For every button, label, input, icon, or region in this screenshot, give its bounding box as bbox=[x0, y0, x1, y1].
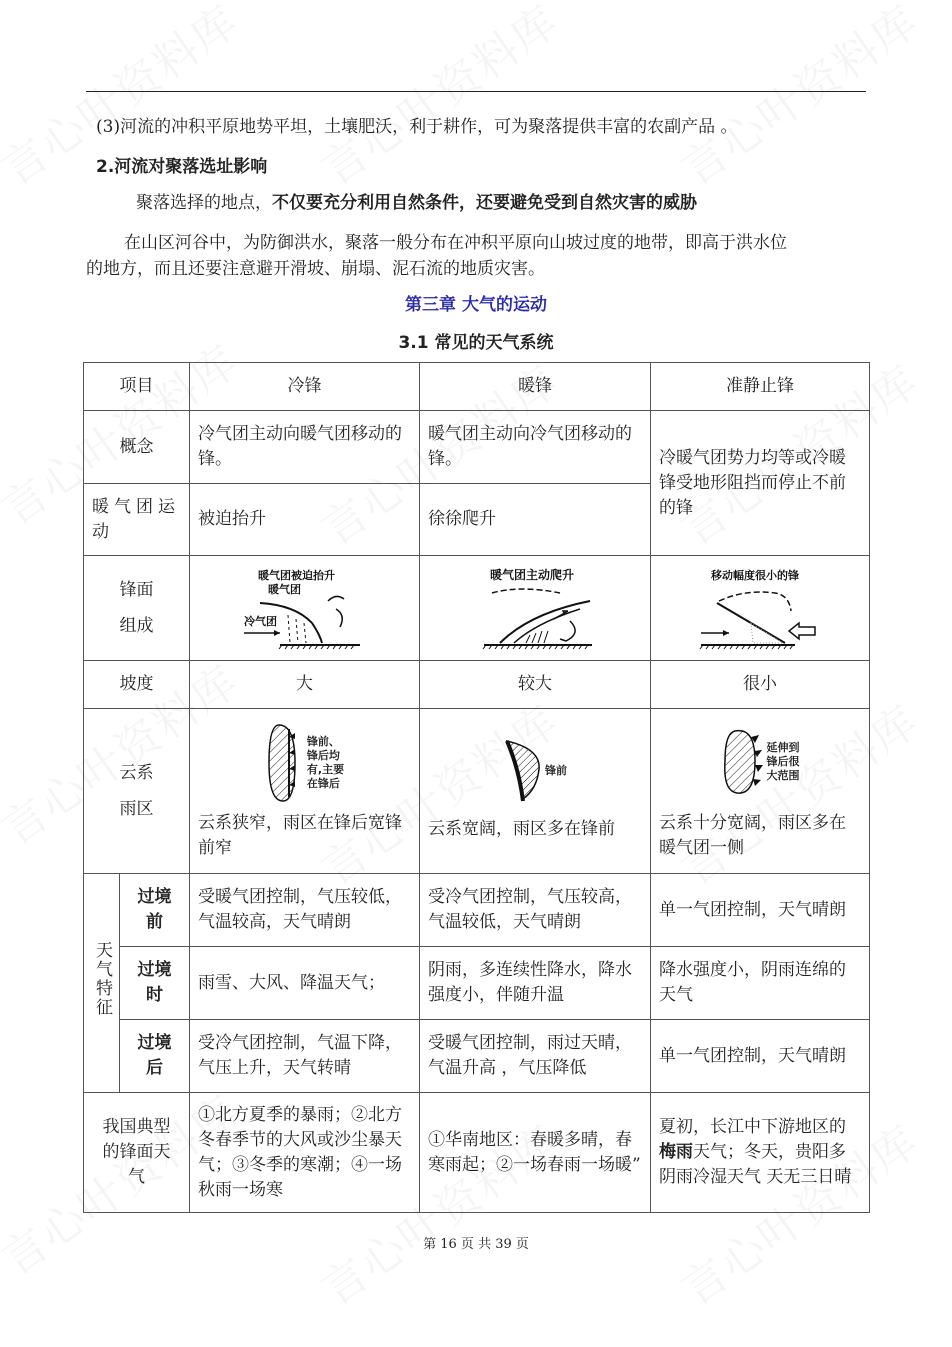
cold-front-cloud-label: 锋前、 锋后均 有,主要 在锋后 bbox=[306, 735, 345, 790]
stationary-front-cloud-shape bbox=[721, 727, 765, 797]
warm-front-cloud-rain-cell bbox=[420, 709, 651, 874]
watermark bbox=[307, 0, 570, 197]
cold-front-warm-air-motion: 被迫抬升 bbox=[190, 484, 420, 556]
paragraph-2-line-1: 在山区河谷中，为防御洪水，聚落一般分布在冲积平原向山坡过度的地带，即高于洪水位 bbox=[124, 233, 787, 253]
warm-front-diagram bbox=[470, 563, 600, 653]
row-label-during-passage: 过境时 bbox=[120, 947, 190, 1020]
fronts-comparison-table bbox=[83, 362, 870, 1213]
row-label-slope: 坡度 bbox=[84, 661, 190, 709]
table-row-concept bbox=[84, 411, 870, 484]
label-line-1: 云系 bbox=[119, 763, 154, 783]
row-label-concept: 概念 bbox=[84, 411, 190, 484]
row-label-typical-weather: 我国典型的锋面天气 bbox=[84, 1093, 190, 1213]
cold-front-cloud-rain-cell bbox=[190, 709, 420, 874]
table-row-typical-weather bbox=[84, 1093, 870, 1213]
svg-text:暖气团: 暖气团 bbox=[267, 583, 301, 596]
header-cold-front: 冷锋 bbox=[190, 363, 420, 411]
svg-text:暖气团被迫抬升: 暖气团被迫抬升 bbox=[257, 569, 335, 582]
warm-front-before-passage: 受冷气团控制，气压较高，气温较低，天气晴朗 bbox=[420, 874, 651, 947]
warm-front-cloud-shape bbox=[503, 739, 543, 803]
table-row-before-passage bbox=[84, 874, 870, 947]
svg-text:暖气团主动爬升: 暖气团主动爬升 bbox=[490, 568, 575, 582]
cold-front-slope: 大 bbox=[190, 661, 420, 709]
svg-text:移动幅度很小的锋: 移动幅度很小的锋 bbox=[711, 569, 799, 582]
typical-pre: 夏初，长江中下游地区的 bbox=[659, 1117, 846, 1137]
stationary-front-during-passage: 降水强度小，阴雨连绵的天气 bbox=[651, 947, 870, 1020]
label-line-2: 组成 bbox=[119, 616, 154, 636]
table-header-row bbox=[84, 363, 870, 411]
header-warm-front: 暖锋 bbox=[420, 363, 651, 411]
cold-front-cloud-rain: 云系狭窄，雨区在锋后宽锋前窄 bbox=[198, 813, 402, 858]
warm-front-diagram-cell bbox=[420, 556, 651, 661]
watermark bbox=[667, 0, 930, 197]
table-row-after-passage bbox=[84, 1020, 870, 1093]
cold-front-cloud-diagram bbox=[198, 709, 411, 803]
section-title: 3.1 常见的天气系统 bbox=[398, 333, 554, 353]
typical-post: 天气；冬天，贵阳多阴雨冷湿天气 天无三日晴 bbox=[659, 1142, 852, 1187]
svg-text:冷气团: 冷气团 bbox=[243, 615, 277, 628]
stationary-front-slope: 很小 bbox=[651, 661, 870, 709]
row-label-after-passage: 过境后 bbox=[120, 1020, 190, 1093]
warm-front-typical-weather: ①华南地区：春暖多晴，春寒雨起；②一场春雨一场暖” bbox=[420, 1093, 651, 1213]
cold-front-concept: 冷气团主动向暖气团移动的锋。 bbox=[190, 411, 420, 484]
stationary-front-diagram bbox=[695, 563, 825, 653]
cold-front-after-passage: 受冷气团控制，气温下降，气压上升，天气转晴 bbox=[190, 1020, 420, 1093]
row-group-weather-features bbox=[84, 874, 120, 1093]
warm-front-slope: 较大 bbox=[420, 661, 651, 709]
table-row-front-composition bbox=[84, 556, 870, 661]
warm-front-after-passage: 受暖气团控制，雨过天晴，气温升高 ，气压降低 bbox=[420, 1020, 651, 1093]
page-footer: 第 16 页 共 39 页 bbox=[423, 1237, 529, 1252]
stationary-front-cloud-rain-cell bbox=[651, 709, 870, 874]
warm-front-cloud-label: 锋前 bbox=[545, 764, 567, 777]
cold-front-typical-weather: ①北方夏季的暴雨；②北方冬春季节的大风或沙尘暴天气；③冬季的寒潮；④一场秋雨一场寒 bbox=[190, 1093, 420, 1213]
warm-front-warm-air-motion: 徐徐爬升 bbox=[420, 484, 651, 556]
cold-front-during-passage: 雨雪、大风、降温天气； bbox=[190, 947, 420, 1020]
cold-front-before-passage: 受暖气团控制，气压较低，气温较高，天气晴朗 bbox=[190, 874, 420, 947]
paragraph-2-line-2: 的地方，而且还要注意避开滑坡、崩塌、泥石流的地质灾害。 bbox=[86, 259, 545, 279]
stationary-front-concept: 冷暖气团势力均等或冷暖锋受地形阻挡而停止不前的锋 bbox=[651, 411, 870, 556]
header-stationary-front: 准静止锋 bbox=[651, 363, 870, 411]
weather-features-label: 天气特征 bbox=[92, 941, 112, 1017]
section-heading-2: 2.河流对聚落选址影响 bbox=[96, 157, 268, 177]
paragraph-1 bbox=[136, 190, 697, 216]
table-row-slope bbox=[84, 661, 870, 709]
table-row-during-passage bbox=[84, 947, 870, 1020]
header-rule bbox=[86, 91, 866, 92]
point-3-text: (3)河流的冲积平原地势平坦，土壤肥沃，利于耕作，可为聚落提供丰富的农副产品 。 bbox=[96, 117, 738, 137]
warm-front-cloud-rain: 云系宽阔，雨区多在锋前 bbox=[428, 819, 615, 839]
stationary-front-before-passage: 单一气团控制，天气晴朗 bbox=[651, 874, 870, 947]
stationary-front-diagram-cell bbox=[651, 556, 870, 661]
warm-front-concept: 暖气团主动向冷气团移动的锋。 bbox=[420, 411, 651, 484]
label-line-1: 锋面 bbox=[119, 580, 154, 600]
row-label-before-passage: 过境前 bbox=[120, 874, 190, 947]
warm-front-during-passage: 阴雨，多连续性降水，降水强度小，伴随升温 bbox=[420, 947, 651, 1020]
stationary-front-cloud-label: 延伸到 锋后很 大范围 bbox=[766, 741, 800, 782]
typical-meiyu: 梅雨 bbox=[659, 1142, 693, 1162]
cold-front-diagram-cell bbox=[190, 556, 420, 661]
label-line-2: 雨区 bbox=[119, 799, 154, 819]
paragraph-1-normal: 聚落选择的地点， bbox=[136, 193, 272, 213]
warm-front-cloud-diagram bbox=[428, 709, 642, 803]
chapter-title: 第三章 大气的运动 bbox=[405, 295, 547, 315]
table-row-cloud-rain bbox=[84, 709, 870, 874]
stationary-front-cloud-diagram bbox=[659, 709, 861, 797]
header-item: 项目 bbox=[84, 363, 190, 411]
row-label-cloud-rain bbox=[84, 709, 190, 874]
row-label-warm-air-motion: 暖气团运动 bbox=[84, 484, 190, 556]
row-label-front-composition bbox=[84, 556, 190, 661]
cold-front-diagram bbox=[240, 563, 370, 653]
paragraph-1-bold: 不仅要充分利用自然条件，还要避免受到自然灾害的威胁 bbox=[272, 193, 697, 213]
stationary-front-typical-weather bbox=[651, 1093, 870, 1213]
stationary-front-cloud-rain: 云系十分宽阔，雨区多在暖气团一侧 bbox=[659, 813, 846, 858]
stationary-front-after-passage: 单一气团控制，天气晴朗 bbox=[651, 1020, 870, 1093]
cold-front-cloud-shape bbox=[265, 723, 305, 803]
